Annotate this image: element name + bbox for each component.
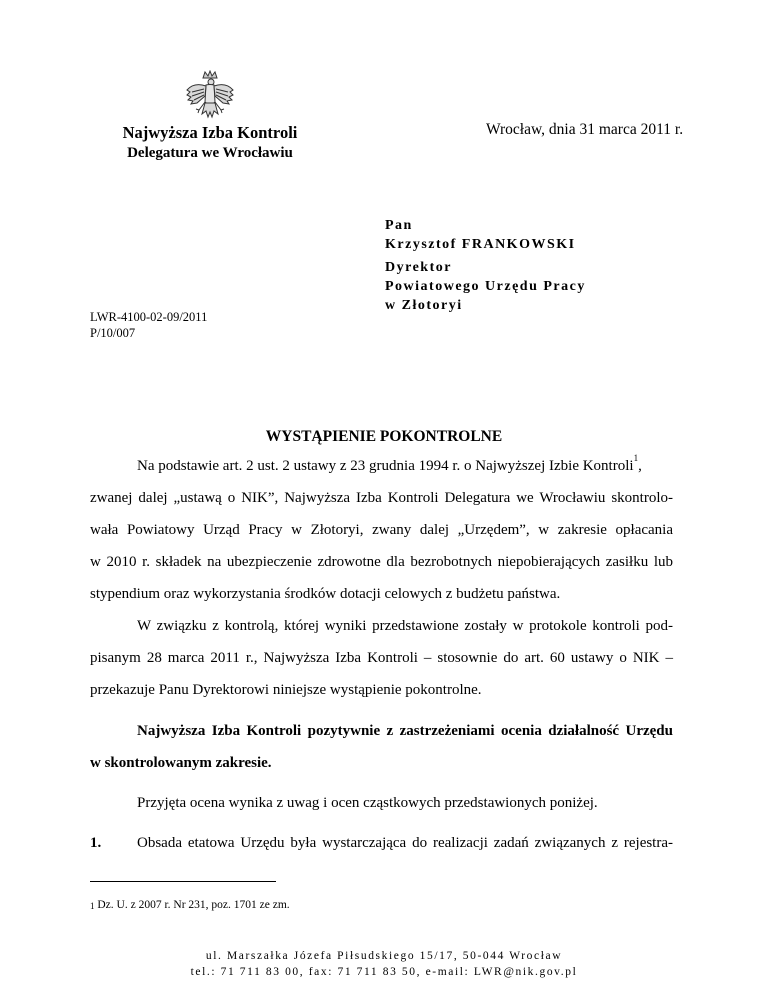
paragraph-1-line-3: wała Powiatowy Urząd Pracy w Złotoryi, zwany dalej „Urzędem”, w zakresie opłacania — [90, 522, 673, 538]
footnote: $^1$ Dz. U. z 2007 r. Nr 231, poz. 1701 ze zm. — [90, 899, 290, 911]
addressee-name: Krzysztof FRANKOWSKI — [385, 237, 576, 252]
paragraph-1-line-2: zwanej dalej „ustawą o NIK”, Najwyższa Izba Kontroli Delegatura we Wrocławiu skontrolo- — [90, 490, 673, 506]
point-1-line-1: Obsada etatowa Urzędu była wystarczająca do realizacji zadań związanych z rejestra- — [137, 835, 673, 851]
paragraph-2-line-1: W związku z kontrolą, której wyniki przedstawione zostały w protokole kontroli pod- — [137, 618, 673, 634]
point-number: 1. — [90, 835, 102, 851]
case-number: LWR-4100-02-09/2011 — [90, 310, 208, 324]
paragraph-2-line-2: pisanym 28 marca 2011 r., Najwyższa Izba Kontroli – stosownie do art. 60 ustawy o NIK – — [90, 650, 673, 666]
paragraph-2-line-3: przekazuje Panu Dyrektorowi niniejsze wystąpienie pokontrolne. — [90, 682, 482, 698]
control-number: P/10/007 — [90, 326, 136, 340]
footer-address: ul. Marszałka Józefa Piłsudskiego 15/17, 50-044 Wrocław — [205, 950, 563, 962]
addressee-salutation: Pan — [385, 218, 413, 233]
addressee-position: Dyrektor — [385, 260, 452, 275]
addressee-office: Powiatowego Urzędu Pracy — [385, 279, 586, 294]
place-and-date: Wrocław, dnia 31 marca 2011 r. — [486, 121, 684, 138]
document-title: WYSTĄPIENIE POKONTROLNE — [265, 428, 503, 445]
organization-name: Najwyższa Izba Kontroli — [122, 123, 298, 142]
footer-contact: tel.: 71 711 83 00, fax: 71 711 83 50, e-mail: LWR@nik.gov.pl — [190, 966, 578, 978]
paragraph-1-line-1: Na podstawie art. 2 ust. 2 ustawy z 23 grudnia 1994 r. o Najwyższej Izbie Kontroli$^1$, — [137, 453, 642, 474]
point-1-continuation — [90, 0, 673, 994]
addressee-city: w Złotoryi — [385, 298, 463, 313]
organization-delegation: Delegatura we Wrocławiu — [127, 145, 293, 161]
assessment-line-1: Najwyższa Izba Kontroli pozytywnie z zastrzeżeniami ocenia działalność Urzędu — [137, 723, 673, 739]
paragraph-1-line-4: w 2010 r. składek na ubezpieczenie zdrowotne dla bezrobotnych niepobierających zasiłku lub — [90, 554, 673, 570]
assessment-line-2: w skontrolowanym zakresie. — [90, 755, 272, 771]
paragraph-4-line-1: Przyjęta ocena wynika z uwag i ocen cząstkowych przedstawionych poniżej. — [137, 795, 598, 811]
footnote-reference: 1 — [633, 453, 639, 463]
footnote-separator — [90, 881, 276, 882]
paragraph-1-line-5: stypendium oraz wykorzystania środków dotacji celowych z budżetu państwa. — [90, 586, 561, 602]
